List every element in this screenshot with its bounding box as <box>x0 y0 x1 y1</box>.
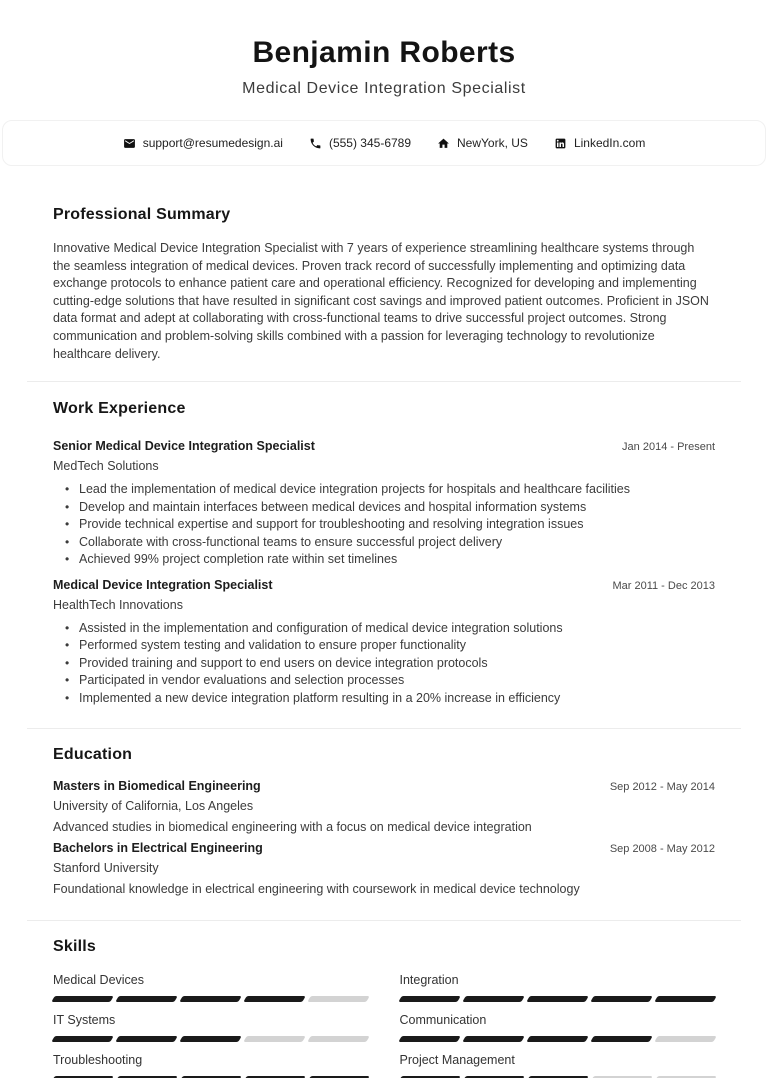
summary-text: Innovative Medical Device Integration Specialist with 7 years of experience streamlining healthcare systems through the seamless integration of medical devices. Proven track record of successfully implementing and optimizing data exchange protocols to enhance patient care and operational efficiency. Recognized for developing and implementing cutting-edge solutions that have resulted in significant cost savings and improved patient outcomes. Proficient in JSON data format and adept at collaborating with cross-functional teams to drive successful project outcomes. Strong communication and problem-solving skills combined with a passion for leveraging technology to revolutionize healthcare delivery. <box>53 241 709 361</box>
skill-segment <box>398 996 461 1002</box>
summary-heading: Professional Summary <box>53 206 231 223</box>
skill-item <box>400 1052 716 1078</box>
skill-item <box>53 1052 369 1078</box>
section-professional-summary <box>27 205 741 363</box>
skill-segment <box>179 996 242 1002</box>
skill-name: Medical Devices <box>53 973 145 988</box>
skill-segment <box>590 1036 653 1042</box>
skills-heading: Skills <box>53 938 97 956</box>
education-description: Advanced studies in biomedical engineering with a focus on medical device integration <box>53 820 532 835</box>
skill-segment <box>308 996 371 1002</box>
work-heading: Work Experience <box>53 400 186 418</box>
section-divider <box>27 920 741 921</box>
skill-segment <box>462 1036 525 1042</box>
contact-email[interactable] <box>123 136 283 150</box>
contact-phone[interactable] <box>309 136 411 150</box>
phone-icon <box>309 137 322 150</box>
education-heading: Education <box>53 746 133 764</box>
skill-level-bar <box>400 1036 716 1042</box>
section-education <box>27 745 741 897</box>
job-bullet: • Performed system testing and validation to ensure proper functionality <box>65 637 715 655</box>
job-bullet: • Assisted in the implementation and configuration of medical device integration solutions <box>65 620 715 638</box>
skill-segment <box>526 996 589 1002</box>
job-bullet-list <box>53 481 715 569</box>
school-name: University of California, Los Angeles <box>53 799 254 814</box>
job-bullet: • Provide technical expertise and support for troubleshooting and resolving integration issues <box>65 516 715 534</box>
skill-name: IT Systems <box>53 1013 116 1028</box>
skill-segment <box>590 996 653 1002</box>
skill-segment <box>51 1036 114 1042</box>
job-dates: Jan 2014 - Present <box>622 441 715 454</box>
skill-name: Project Management <box>399 1053 515 1068</box>
resume-body <box>0 205 768 1078</box>
skill-item <box>400 1012 716 1042</box>
skill-segment <box>526 1036 589 1042</box>
skill-name: Troubleshooting <box>53 1053 143 1068</box>
skill-name: Communication <box>399 1013 487 1028</box>
job-bullet: • Collaborate with cross-functional teams to ensure successful project delivery <box>65 534 715 552</box>
skills-grid <box>53 972 715 1078</box>
job-bullet: • Develop and maintain interfaces between medical devices and hospital information systems <box>65 499 715 517</box>
job-bullet: • Participated in vendor evaluations and selection processes <box>65 672 715 690</box>
section-skills <box>27 937 741 1078</box>
education-entry <box>53 840 715 897</box>
section-work-experience <box>27 399 741 707</box>
degree-text: Masters in Biomedical Engineering <box>53 779 261 794</box>
school-name: Stanford University <box>53 861 159 876</box>
section-divider <box>27 381 741 382</box>
skill-segment <box>308 1036 371 1042</box>
job-bullet: • Implemented a new device integration platform resulting in a 20% increase in efficiency <box>65 690 715 708</box>
contact-linkedin[interactable] <box>554 136 645 150</box>
job-bullet: • Achieved 99% project completion rate within set timelines <box>65 551 715 569</box>
skill-segment <box>115 996 178 1002</box>
skill-segment <box>179 1036 242 1042</box>
contact-phone-text: (555) 345-6789 <box>328 136 412 150</box>
contact-location[interactable] <box>437 136 528 150</box>
skill-item <box>53 1012 369 1042</box>
job-bullet: • Lead the implementation of medical device integration projects for hospitals and healthcare facilities <box>65 481 715 499</box>
education-description: Foundational knowledge in electrical engineering with coursework in medical device technology <box>53 882 580 897</box>
skill-level-bar <box>400 996 716 1002</box>
skill-segment <box>51 996 114 1002</box>
job-title-text: Senior Medical Device Integration Specialist <box>53 439 315 454</box>
skill-name: Integration <box>399 973 459 988</box>
job-entry <box>53 438 715 569</box>
skill-segment <box>654 996 717 1002</box>
job-dates: Mar 2011 - Dec 2013 <box>612 579 715 592</box>
job-title-text: Medical Device Integration Specialist <box>53 577 273 592</box>
resume-header <box>0 0 768 99</box>
job-bullet: • Provided training and support to end users on device integration protocols <box>65 655 715 673</box>
job-entry <box>53 577 715 708</box>
job-bullet-list <box>53 620 715 708</box>
skill-item <box>400 972 716 1002</box>
education-entry <box>53 778 715 835</box>
contact-location-text: NewYork, US <box>457 136 528 150</box>
envelope-icon <box>123 137 136 150</box>
linkedin-icon <box>554 137 567 150</box>
job-company: HealthTech Innovations <box>53 597 183 612</box>
degree-text: Bachelors in Electrical Engineering <box>53 841 263 856</box>
candidate-title: Medical Device Integration Specialist <box>242 80 526 97</box>
skill-segment <box>462 996 525 1002</box>
job-company: MedTech Solutions <box>53 459 159 474</box>
education-dates: Sep 2008 - May 2012 <box>609 843 715 856</box>
home-icon <box>437 137 450 150</box>
skill-level-bar <box>53 1036 369 1042</box>
section-divider <box>27 728 741 729</box>
education-dates: Sep 2012 - May 2014 <box>609 781 715 794</box>
candidate-name: Benjamin Roberts <box>252 36 516 69</box>
contact-email-text: support@resumedesign.ai <box>142 136 283 150</box>
skill-level-bar <box>53 996 369 1002</box>
skill-segment <box>398 1036 461 1042</box>
skill-segment <box>115 1036 178 1042</box>
contact-bar <box>2 120 766 166</box>
contact-linkedin-text: LinkedIn.com <box>573 136 646 150</box>
skill-segment <box>244 1036 307 1042</box>
skill-segment <box>654 1036 717 1042</box>
skill-segment <box>244 996 307 1002</box>
skill-item <box>53 972 369 1002</box>
